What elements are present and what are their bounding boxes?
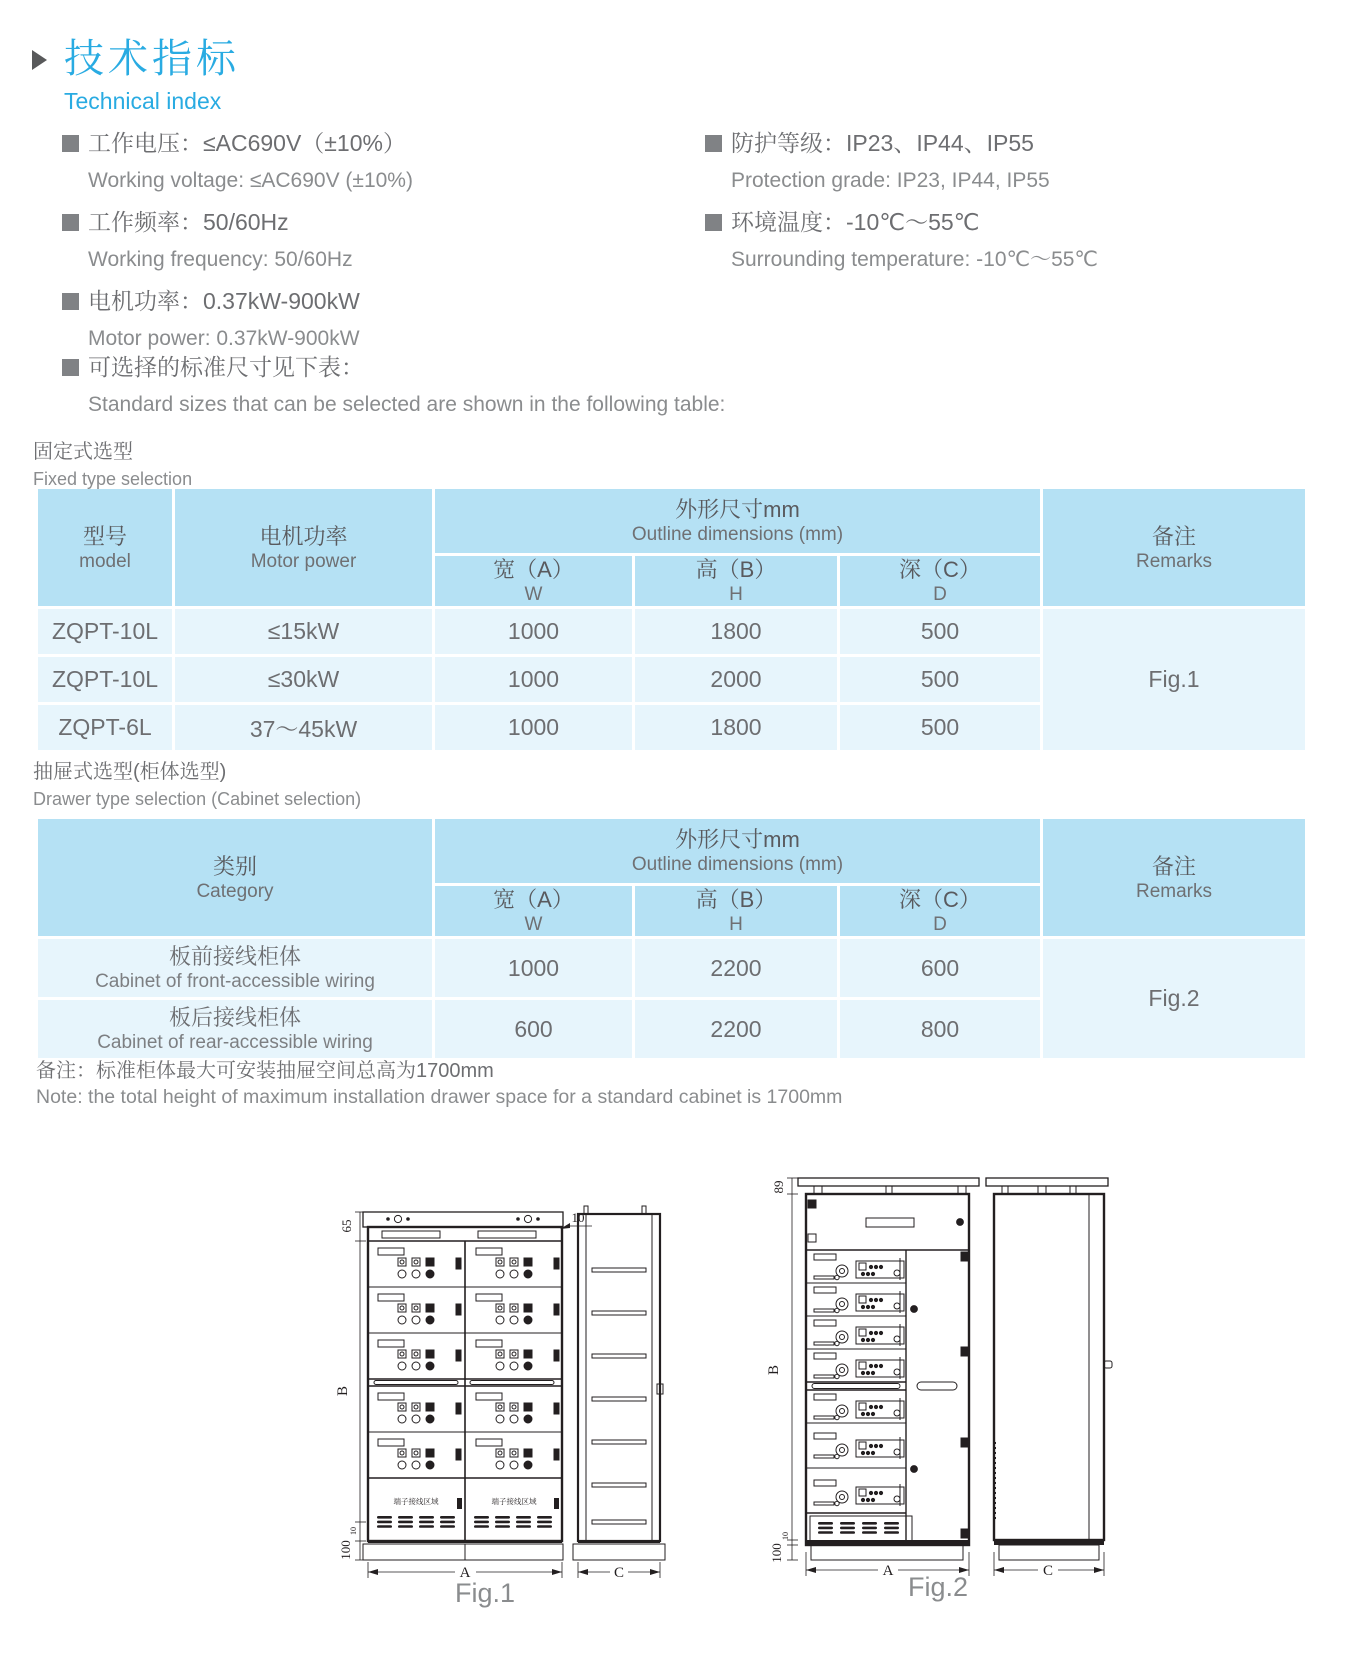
cell-depth: 500 — [840, 657, 1040, 702]
page-title-en: Technical index — [64, 88, 222, 114]
drawer-type-table — [35, 816, 1308, 1061]
cell-model: ZQPT-10L — [38, 609, 172, 654]
header-cn: 宽（A） — [493, 887, 574, 912]
spec-en-text: Surrounding temperature: -10℃～55℃ — [731, 248, 1099, 271]
cell-height: 1800 — [635, 609, 837, 654]
col-header-depth — [840, 886, 1040, 936]
square-bullet-icon — [62, 359, 79, 376]
header-cn: 备注 — [1151, 523, 1196, 549]
section-drawer-type — [33, 760, 361, 811]
cell-model: ZQPT-6L — [38, 705, 172, 750]
spec-cn-text: 工作频率：50/60Hz — [88, 209, 289, 235]
fig1-dim-depth: C — [613, 1565, 625, 1581]
footnote-cn: 备注：标准柜体最大可安装抽屉空间总高为1700mm — [36, 1060, 494, 1082]
section-title-en: Drawer type selection (Cabinet selection) — [33, 789, 362, 809]
fig1-dim-small: 10 — [349, 1527, 358, 1535]
col-header-category — [38, 819, 432, 936]
cell-remark: Fig.2 — [1043, 939, 1305, 1058]
header-cn: 深（C） — [899, 887, 981, 912]
col-header-remarks — [1043, 819, 1305, 936]
spec-list-left — [62, 128, 662, 365]
fig2-caption: Fig.2 — [907, 1572, 969, 1602]
cell-height: 2200 — [635, 939, 837, 997]
square-bullet-icon — [62, 293, 79, 310]
cell-height: 2000 — [635, 657, 837, 702]
header-cn: 高（B） — [695, 887, 777, 912]
col-header-width — [435, 556, 632, 606]
spec-motor-power — [62, 286, 662, 352]
header-cn: 备注 — [1151, 853, 1196, 879]
spec-list-right — [705, 128, 1325, 286]
fig2-dim-width: A — [882, 1563, 894, 1579]
cell-width: 1000 — [435, 705, 632, 750]
spec-en-text: Standard sizes that can be selected are shown in the following table: — [88, 393, 726, 416]
cell-width: 1000 — [435, 609, 632, 654]
fig1-dim-width: A — [459, 1565, 471, 1581]
square-bullet-icon — [705, 214, 722, 231]
col-header-height — [635, 886, 837, 936]
square-bullet-icon — [705, 135, 722, 152]
table-row — [38, 939, 1305, 997]
page-title-cn: 技术指标 — [64, 37, 240, 81]
table-row — [38, 609, 1305, 654]
cell-width: 1000 — [435, 939, 632, 997]
header-en: Outline dimensions (mm) — [631, 524, 844, 545]
header-cn: 深（C） — [899, 557, 981, 582]
cell-width: 1000 — [435, 657, 632, 702]
fig1-dim-bottom: 100 — [338, 1540, 353, 1560]
category-cn: 板后接线柜体 — [168, 1004, 301, 1030]
cell-category — [38, 939, 432, 997]
spec-cn-text: 电机功率：0.37kW-900kW — [88, 288, 360, 314]
spec-protection-grade — [705, 128, 1325, 194]
col-header-outline-dimensions — [435, 489, 1040, 553]
page-header — [32, 36, 240, 115]
header-en: Outline dimensions (mm) — [631, 854, 844, 875]
category-en: Cabinet of front-accessible wiring — [95, 970, 375, 992]
cell-width: 600 — [435, 1000, 632, 1058]
footnote-en: Note: the total height of maximum installation drawer space for a standard cabinet is 1700mm — [36, 1086, 843, 1108]
header-cn: 宽（A） — [493, 557, 574, 582]
header-en: Remarks — [1135, 880, 1212, 902]
col-header-remarks — [1043, 489, 1305, 606]
header-en: Category — [196, 880, 274, 902]
spec-cn-text: 环境温度：-10℃～55℃ — [731, 209, 980, 235]
fig1-caption: Fig.1 — [454, 1578, 516, 1608]
cell-remark: Fig.1 — [1043, 609, 1305, 750]
fig2-dim-depth: C — [1042, 1563, 1054, 1579]
spec-cn-text: 可选择的标准尺寸见下表： — [88, 354, 364, 380]
header-cn: 外形尺寸mm — [675, 497, 800, 522]
cell-model: ZQPT-10L — [38, 657, 172, 702]
cell-power: ≤30kW — [175, 657, 432, 702]
header-en: W — [524, 584, 543, 605]
header-cn: 高（B） — [695, 557, 777, 582]
col-header-depth — [840, 556, 1040, 606]
col-header-outline-dimensions — [435, 819, 1040, 883]
square-bullet-icon — [62, 135, 79, 152]
section-title-cn: 固定式选型 — [33, 441, 133, 463]
fig1-dim-height: B — [335, 1385, 351, 1397]
section-fixed-type — [33, 440, 192, 491]
header-cn: 外形尺寸mm — [675, 827, 800, 852]
cell-depth: 500 — [840, 705, 1040, 750]
col-header-height — [635, 556, 837, 606]
fig1-terminal-label-left: 端子接线区域 — [393, 1497, 439, 1506]
category-cn: 板前接线柜体 — [168, 943, 301, 969]
cell-category — [38, 1000, 432, 1058]
fig2-dim-top: 89 — [771, 1180, 786, 1194]
header-en: D — [933, 914, 947, 935]
fig1-terminal-label-right: 端子接线区域 — [491, 1497, 537, 1506]
fig1-dim-top: 65 — [339, 1219, 354, 1233]
header-cn: 类别 — [212, 853, 257, 879]
header-en: model — [79, 550, 131, 572]
spec-table-intro — [62, 352, 962, 431]
col-header-motor-power — [175, 489, 432, 606]
spec-working-voltage — [62, 128, 662, 194]
spec-en-text: Working voltage: ≤AC690V (±10%) — [88, 169, 413, 192]
fig1-drawing — [330, 1118, 690, 1618]
section-title-cn: 抽屉式选型(柜体选型) — [33, 761, 227, 783]
cell-height: 1800 — [635, 705, 837, 750]
category-en: Cabinet of rear-accessible wiring — [97, 1031, 373, 1053]
header-cn: 型号 — [82, 523, 127, 549]
spec-en-text: Protection grade: IP23, IP44, IP55 — [731, 169, 1050, 192]
header-en: Remarks — [1135, 550, 1212, 572]
header-cn: 电机功率 — [259, 523, 348, 549]
header-en: H — [729, 584, 743, 605]
fig2-dim-height: B — [766, 1364, 782, 1376]
fixed-type-table — [35, 486, 1308, 753]
header-en: D — [933, 584, 947, 605]
header-en: W — [524, 914, 543, 935]
col-header-model — [38, 489, 172, 606]
header-en: H — [729, 914, 743, 935]
cell-height: 2200 — [635, 1000, 837, 1058]
spec-cn-text: 防护等级：IP23、IP44、IP55 — [731, 130, 1034, 156]
cell-power: ≤15kW — [175, 609, 432, 654]
square-bullet-icon — [62, 214, 79, 231]
cell-depth: 800 — [840, 1000, 1040, 1058]
header-en: Motor power — [250, 550, 357, 572]
col-header-width — [435, 886, 632, 936]
fig2-drawing — [718, 1092, 1118, 1602]
spec-en-text: Working frequency: 50/60Hz — [88, 248, 353, 271]
spec-surrounding-temperature — [705, 207, 1325, 273]
spec-cn-text: 工作电压：≤AC690V（±10%） — [88, 130, 406, 156]
spec-en-text: Motor power: 0.37kW-900kW — [88, 327, 360, 350]
fig1-dim-top-right: 10 — [571, 1210, 585, 1225]
fig2-dim-small: 10 — [781, 1532, 790, 1540]
cell-power: 37～45kW — [175, 705, 432, 750]
fig2-dim-bottom: 100 — [769, 1543, 784, 1563]
spec-working-frequency — [62, 207, 662, 273]
triangle-marker-icon — [32, 50, 47, 70]
cell-depth: 500 — [840, 609, 1040, 654]
section-title-en: Fixed type selection — [33, 469, 193, 489]
cell-depth: 600 — [840, 939, 1040, 997]
